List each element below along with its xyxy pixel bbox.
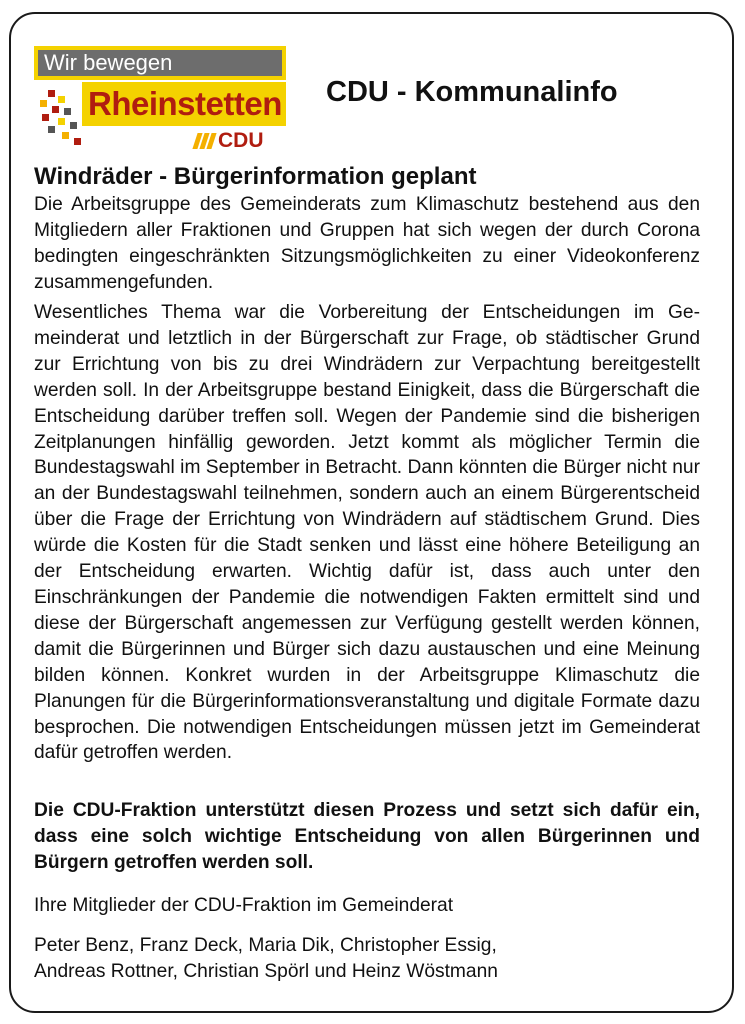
cdu-stripes-icon (192, 133, 214, 149)
rheinstetten-logo (34, 46, 286, 154)
signatories-line-1: Peter Benz, Franz Deck, Maria Dik, Christopher Essig, (34, 935, 497, 956)
signatories-line-2: Andreas Rottner, Christian Spörl und Heinz Wöstmann (34, 960, 498, 982)
article-headline: Windräder - Bürgerinformation geplant (34, 163, 477, 190)
cdu-logo-text: CDU (218, 129, 264, 152)
paragraph-statement: Die CDU-Fraktion unterstützt diesen Prozess und setzt sich dafür ein, dass eine solch wichtige Entscheidung von allen Bürgerinnen und Bürgern getroffen werden soll. (34, 800, 700, 873)
logo-main-text: Rheinstetten (82, 82, 286, 126)
closing-line: Ihre Mitglieder der CDU-Fraktion im Gemeinderat (34, 895, 454, 916)
paragraph-main: Wesentliches Thema war die Vorbereitung der Entscheidungen im Gemeinderat und letztlich in der Bürgerschaft zur Frage, ob städtischer Grund zur Errichtung von bis zu drei Windrädern zur Verpachtung bereitgestellt werden soll. In der Arbeitsgruppe bestand Einigkeit, dass die Bürgerschaft die Entscheidung darüber treffen soll. Wegen der Pandemie sind die bisherigen Zeitplanungen hinfällig geworden. Jetzt kommt als möglicher Termin die Bundestagswahl im September in Betracht. Dann könnten die Bürger nicht nur an der Bundestagswahl teilnehmen, sondern auch an einem Bürgerentscheid über die Frage der Errichtung von Windrädern auf städtischem Grund. Dies würde die Kosten für die Stadt senken und lässt eine höhere Beteiligung an der Entscheidung erwarten. Wichtig dafür ist, dass auch unter den Einschränkungen der Pandemie die notwendigen Fakten ermittelt sind und diese der Bürgerschaft angemessen zur Verfügung gestellt werden können, damit die Bürgerinnen und Bürger sich dazu austauschen und eine Meinung bilden können. Konkret wurden in der Arbeitsgruppe Klimaschutz die Planungen für die Bürgerinformationsveranstaltung und digitale Formate dazu besprochen. Die notwendigen Entscheidungen müssen jetzt im Gemeinderat dafür getroffen werden. (34, 302, 700, 764)
paragraph-intro: Die Arbeitsgruppe des Gemeinderats zum Klimaschutz bestehend aus den Mitgliedern aller Fraktionen und Gruppen hat sich wegen der durch Corona bedingten eingeschränkten Sitzungsmöglichkeiten zu einer Videokonferenz zusammengefunden. (34, 194, 700, 293)
signatories (34, 933, 700, 985)
logo-top-bar (34, 46, 286, 80)
page-title: CDU - Kommunalinfo (326, 76, 618, 108)
cdu-logo (192, 131, 264, 151)
logo-top-text: Wir bewegen (38, 50, 282, 76)
